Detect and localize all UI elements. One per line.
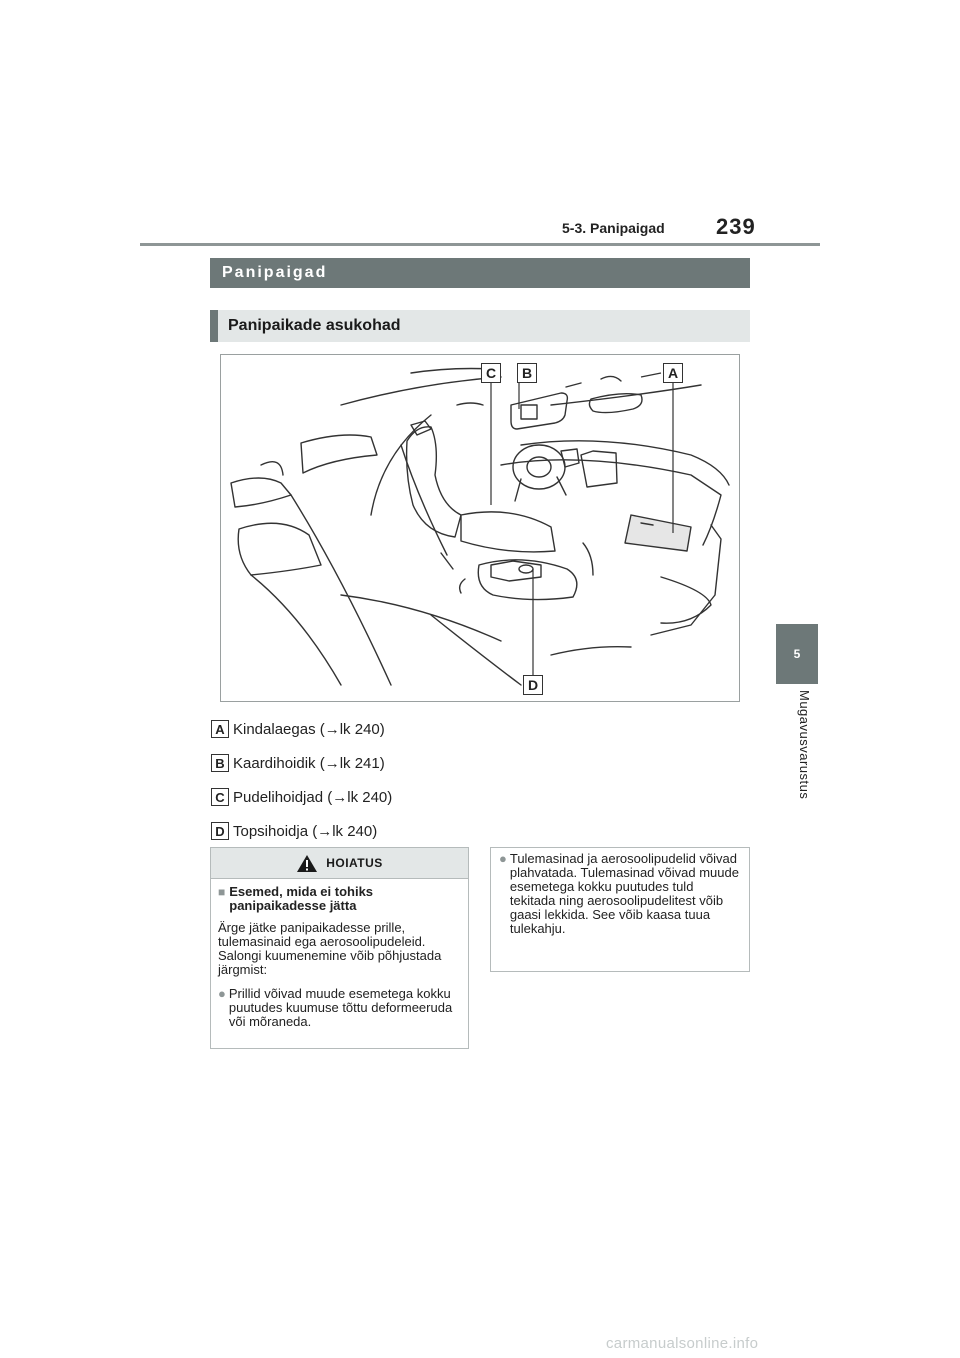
header-rule: [140, 243, 820, 246]
legend-key: A: [211, 720, 229, 738]
square-bullet-icon: ■: [218, 885, 226, 899]
warning-bullet: [499, 852, 741, 936]
warning-heading: HOIATUS: [326, 856, 383, 870]
legend-item: [211, 780, 711, 814]
page-title: Panipaigad: [210, 258, 750, 288]
warning-triangle-icon: [296, 854, 318, 873]
page-number: 239: [716, 214, 756, 239]
car-interior-illustration: [220, 354, 740, 702]
callout-c: C: [481, 363, 501, 383]
legend-text[interactable]: Kindalaegas (→lk 240): [233, 720, 385, 738]
warning-paragraph: Ärge jätke panipaikadesse prille, tulemasinaid ega aerosoolipudeleid. Salongi kuumenemine võib põhjustada järgmist:: [218, 920, 442, 977]
round-bullet-icon: ●: [218, 986, 226, 1001]
legend-text[interactable]: Topsihoidja (→lk 240): [233, 822, 378, 840]
legend-text[interactable]: Kaardihoidik (→lk 241): [233, 754, 385, 772]
legend-item: [211, 746, 711, 780]
warning-box: [210, 847, 469, 1049]
chapter-title: Mugavusvarustus: [797, 690, 812, 800]
legend-key: C: [211, 788, 229, 806]
warning-bullet-text: Prillid võivad muude esemetega kokku puutudes kuumuse tõttu deformeeruda või mõraneda.: [228, 986, 453, 1029]
warning-item-title-text: Esemed, mida ei tohiks panipaikadesse jätta: [229, 884, 374, 913]
section-label: 5-3. Panipaigad: [562, 220, 665, 236]
legend-item: [211, 712, 711, 746]
warning-bullet: [218, 987, 461, 1029]
section-title: Panipaikade asukohad: [210, 310, 750, 342]
legend-key: B: [211, 754, 229, 772]
warning-item-title: [218, 885, 461, 913]
legend-text[interactable]: Pudelihoidjad (→lk 240): [233, 788, 393, 806]
warning-body: [211, 879, 468, 1029]
callout-b: B: [517, 363, 537, 383]
legend-item: [211, 814, 711, 848]
callout-a: A: [663, 363, 683, 383]
chapter-tab[interactable]: 5: [776, 624, 818, 684]
callout-d: D: [523, 675, 543, 695]
legend-key: D: [211, 822, 229, 840]
legend-list: [211, 712, 711, 848]
round-bullet-icon: ●: [499, 851, 507, 866]
warning-box-continued: [490, 847, 750, 972]
car-interior-drawing: [221, 355, 739, 701]
warning-header: [211, 848, 468, 879]
watermark: carmanualsonline.info: [606, 1335, 759, 1352]
warning-bullet-text: Tulemasinad ja aerosoolipudelid võivad plahvatada. Tulemasinad võivad muude esemetega kokku puutudes tuld tekitada ning aerosoolipudelitest võib gaasi lekkida. See võib kaasa tuua tulekahju.: [509, 851, 739, 936]
